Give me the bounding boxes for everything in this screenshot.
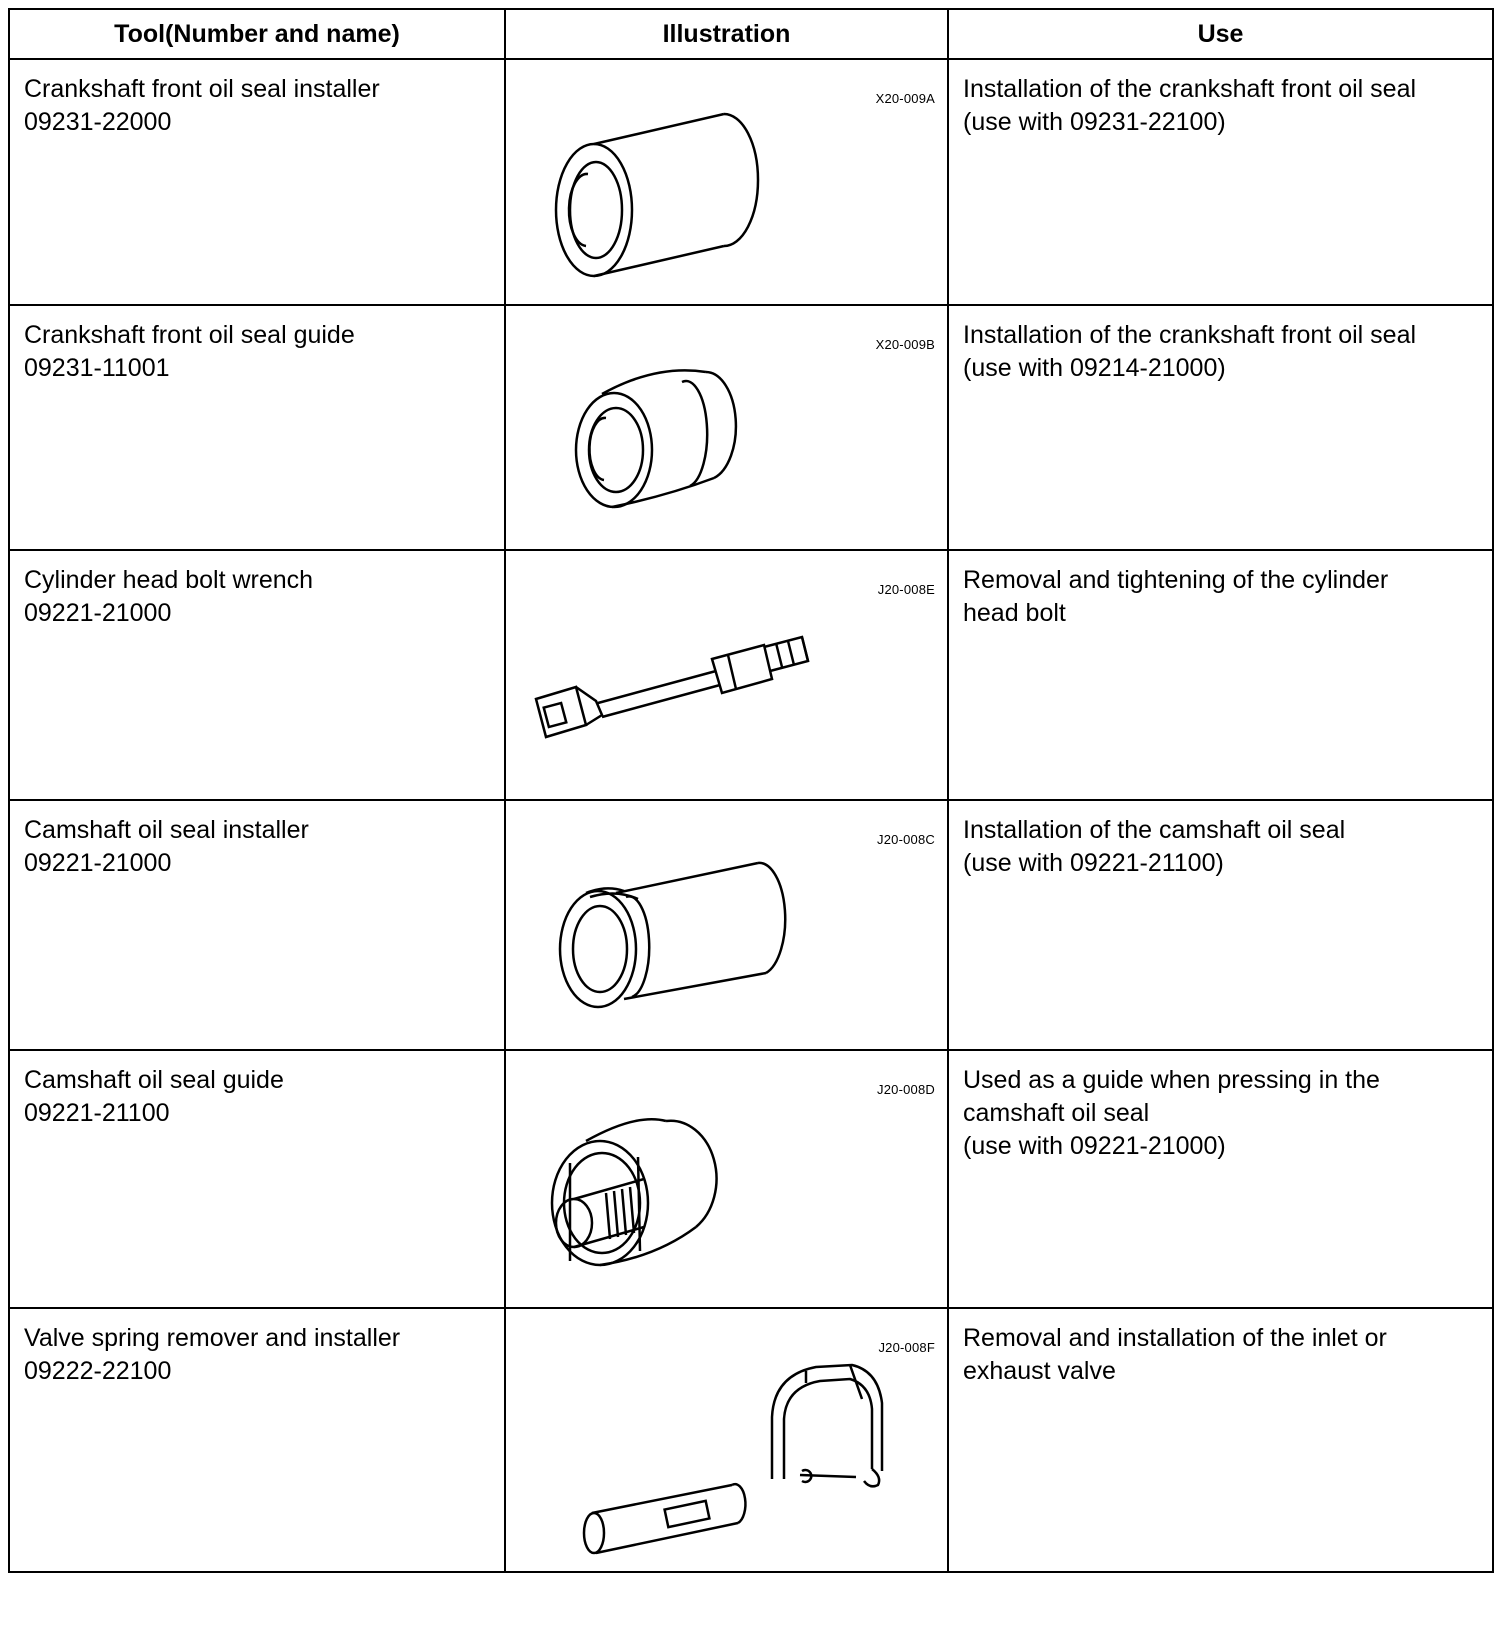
tool-name: Crankshaft front oil seal installer [24,75,380,103]
seal-guide-cylinder-icon [506,306,949,551]
tool-cell [9,800,505,1050]
camshaft-seal-installer-icon [506,801,949,1051]
tool-number: 09222-22100 [24,1357,172,1385]
tool-number: 09221-21000 [24,599,172,627]
valve-spring-compressor-icon [506,1309,949,1573]
seal-installer-cylinder-icon [506,60,949,306]
table-row [9,59,1493,305]
table-row [9,800,1493,1050]
header-use: Use [948,9,1493,59]
table-row [9,550,1493,800]
illustration-cell [505,305,948,550]
illustration-cell [505,1050,948,1308]
figure-code: X20-009A [875,91,935,106]
use-cell: Installation of the crankshaft front oil seal (use with 09214-21000) [948,305,1493,550]
header-illustration: Illustration [505,9,948,59]
illustration-cell [505,550,948,800]
table-row [9,305,1493,550]
tool-name: Camshaft oil seal installer [24,816,309,844]
figure-code: J20-008C [877,832,935,847]
bolt-wrench-icon [506,551,949,801]
header-tool: Tool(Number and name) [9,9,505,59]
header-row [9,9,1493,59]
tool-name: Crankshaft front oil seal guide [24,321,355,349]
figure-code: J20-008D [877,1082,935,1097]
illustration-cell [505,800,948,1050]
tool-name: Camshaft oil seal guide [24,1066,284,1094]
special-tools-table [8,8,1494,1573]
tool-cell [9,1050,505,1308]
use-cell: Installation of the camshaft oil seal (use with 09221-21100) [948,800,1493,1050]
tool-name: Cylinder head bolt wrench [24,566,314,594]
tool-number: 09221-21100 [24,1099,170,1127]
tool-cell [9,550,505,800]
camshaft-seal-guide-icon [506,1051,949,1309]
use-cell: Removal and installation of the inlet or exhaust valve [948,1308,1493,1572]
tool-cell [9,1308,505,1572]
tool-number: 09231-11001 [24,354,170,382]
use-cell: Used as a guide when pressing in the camshaft oil seal (use with 09221-21000) [948,1050,1493,1308]
use-cell: Installation of the crankshaft front oil seal (use with 09231-22100) [948,59,1493,305]
illustration-cell [505,59,948,305]
illustration-cell [505,1308,948,1572]
use-cell: Removal and tightening of the cylinder head bolt [948,550,1493,800]
figure-code: J20-008E [877,582,935,597]
figure-code: X20-009B [875,337,935,352]
tool-cell [9,59,505,305]
tool-number: 09231-22000 [24,108,172,136]
table-row [9,1050,1493,1308]
tool-cell [9,305,505,550]
tool-name: Valve spring remover and installer [24,1324,401,1352]
figure-code: J20-008F [878,1340,935,1355]
tool-number: 09221-21000 [24,849,172,877]
table-row [9,1308,1493,1572]
